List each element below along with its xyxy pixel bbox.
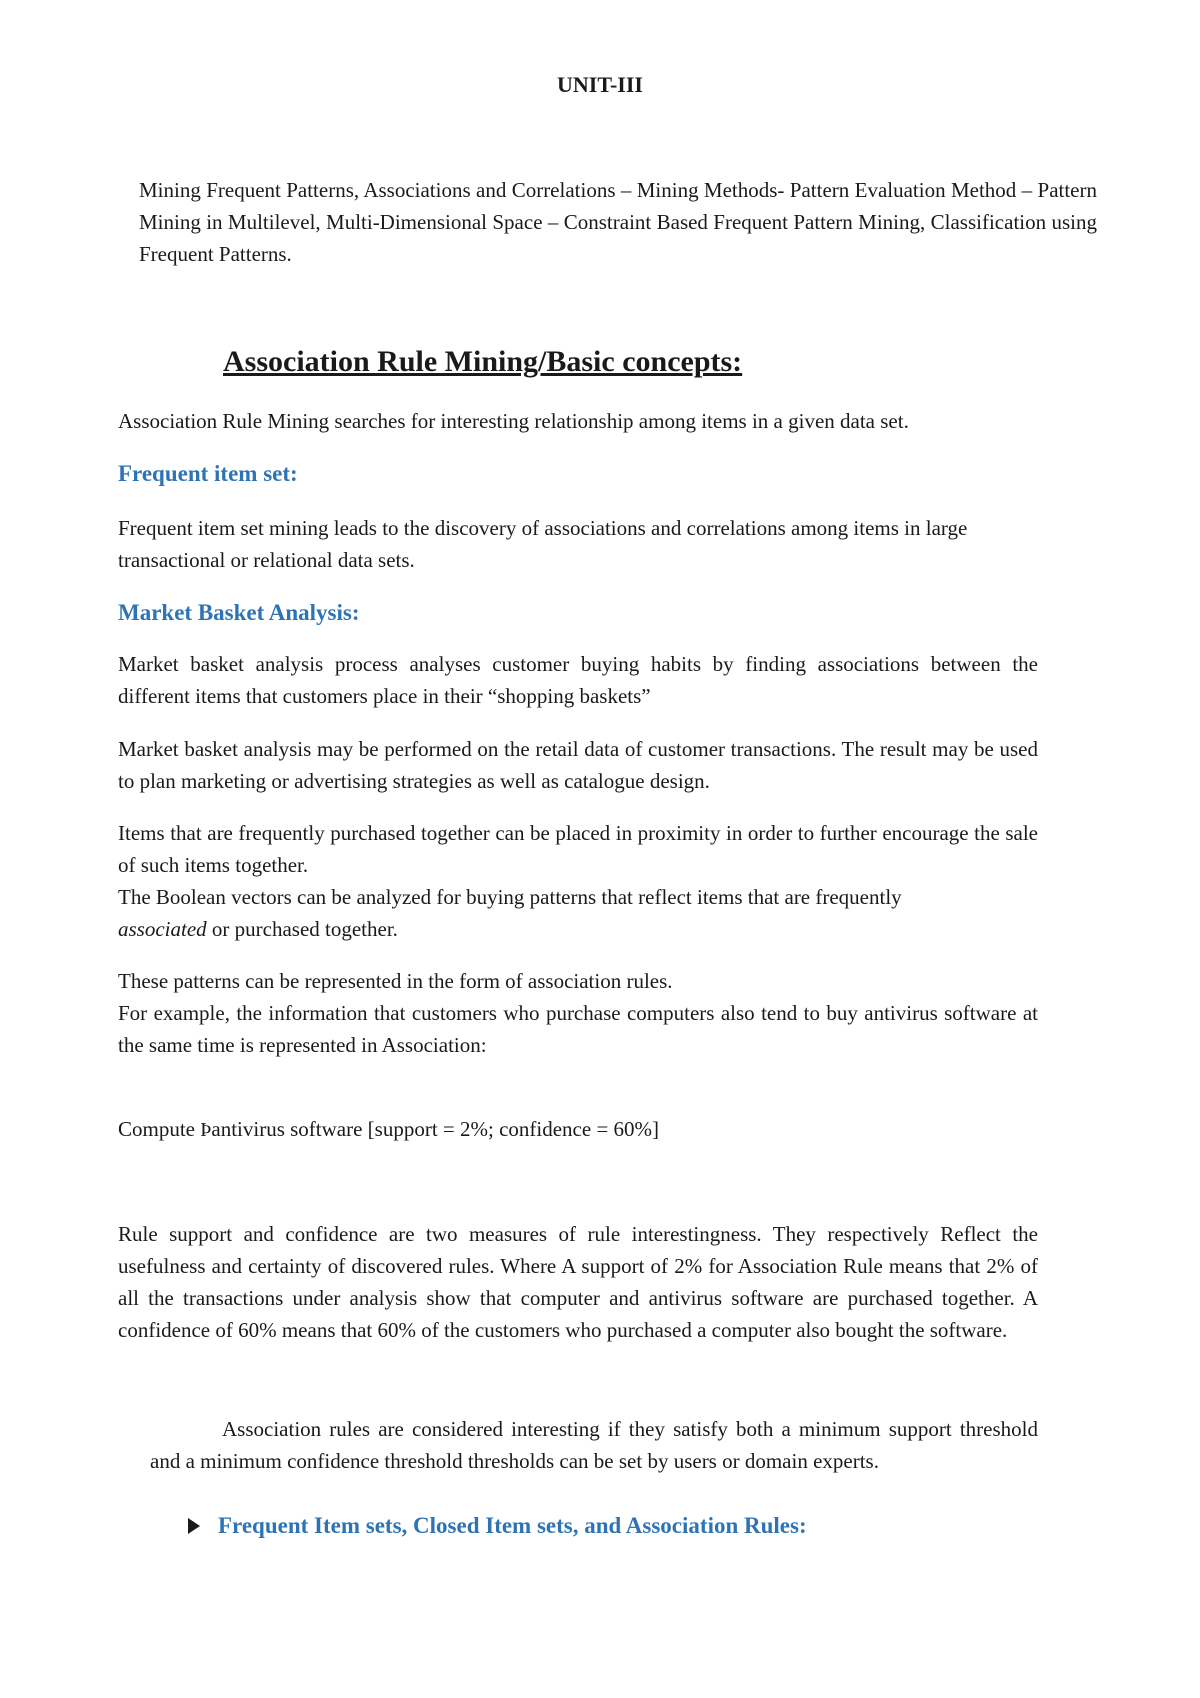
association-rule-example: [118, 1113, 1048, 1146]
market-basket-paragraph-3: Items that are frequently purchased together can be placed in proximity in order to further encourage the sale of such items together.: [118, 821, 1038, 877]
frequent-item-set-heading: Frequent item set:: [118, 461, 298, 486]
arrow-bullet-icon: [188, 1518, 200, 1534]
market-basket-paragraph-2: Market basket analysis may be performed on the retail data of customer transactions. The result may be used to plan marketing or advertising strategies as well as catalogue design.: [118, 737, 1038, 793]
rule-rhs: antivirus software [support = 2%; confidence = 60%]: [211, 1117, 660, 1141]
boolean-vectors-end: or purchased together.: [206, 917, 398, 941]
threshold-paragraph: Association rules are considered interesting if they satisfy both a minimum support threshold and a minimum confidence threshold thresholds can be set by users or domain experts.: [150, 1417, 1038, 1473]
rule-lhs: Compute: [118, 1117, 201, 1141]
implies-symbol: Þ: [200, 1119, 212, 1141]
measures-paragraph: Rule support and confidence are two measures of rule interestingness. They respectively Reflect the usefulness and certainty of discovered rules. Where A support of 2% for Association Rule means that 2% of all the transactions under analysis show that computer and antivirus software are purchased together. A confidence of 60% means that 60% of the customers who purchased a computer also bought the software.: [118, 1222, 1038, 1342]
market-basket-heading: Market Basket Analysis:: [118, 600, 360, 625]
bullet-item: [188, 1510, 1088, 1542]
example-paragraph: For example, the information that customers who purchase computers also tend to buy antivirus software at the same time is represented in Association:: [118, 1001, 1038, 1057]
patterns-line: These patterns can be represented in the form of association rules.: [118, 969, 673, 993]
intro-paragraph: Association Rule Mining searches for interesting relationship among items in a given data set.: [118, 409, 909, 433]
main-heading: Association Rule Mining/Basic concepts:: [223, 345, 743, 378]
syllabus-paragraph: Mining Frequent Patterns, Associations and Correlations – Mining Methods- Pattern Evaluation Method – Pattern Mining in Multilevel, Multi-Dimensional Space – Constraint Based Frequent Pattern Mining, Classification using Frequent Patterns.: [139, 178, 1097, 266]
frequent-item-set-paragraph: Frequent item set mining leads to the discovery of associations and correlations among items in large transactional or relational data sets.: [118, 516, 968, 572]
bullet-heading: Frequent Item sets, Closed Item sets, and Association Rules:: [218, 1513, 807, 1538]
boolean-vectors-paragraph: [118, 881, 1048, 945]
boolean-vectors-text: The Boolean vectors can be analyzed for buying patterns that reflect items that are frequently: [118, 885, 902, 909]
market-basket-paragraph-1: Market basket analysis process analyses customer buying habits by finding associations between the different items that customers place in their “shopping baskets”: [118, 652, 1038, 708]
unit-title: UNIT-III: [556, 72, 643, 97]
associated-emphasis: associated: [118, 917, 207, 941]
